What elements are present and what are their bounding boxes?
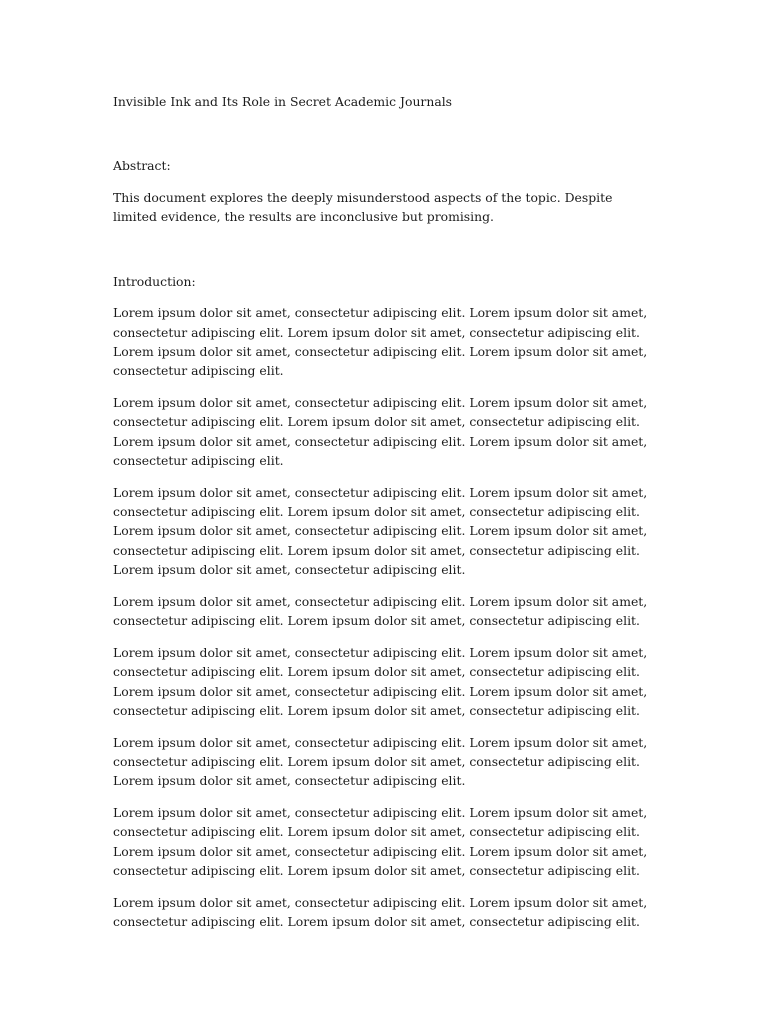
intro-paragraph: Lorem ipsum dolor sit amet, consectetur adipiscing elit. Lorem ipsum dolor sit amet, consectetur adipiscing elit. Lorem ipsum dolor sit amet, consectetur adipiscing elit. xyxy=(113,894,648,929)
intro-paragraph: Lorem ipsum dolor sit amet, consectetur adipiscing elit. Lorem ipsum dolor sit amet, consectetur adipiscing elit. Lorem ipsum dolor sit amet, consectetur adipiscing elit. xyxy=(113,593,648,629)
abstract-heading: Abstract: xyxy=(113,158,171,174)
document-title: Invisible Ink and Its Role in Secret Academic Journals xyxy=(113,94,453,109)
intro-paragraph: Lorem ipsum dolor sit amet, consectetur adipiscing elit. Lorem ipsum dolor sit amet, consectetur adipiscing elit. Lorem ipsum dolor sit amet, consectetur adipiscing elit. Lorem ipsum dolor sit amet, consectetur adipiscing elit. Lorem ipsum dolor sit amet, consectetur adipiscing elit. xyxy=(113,305,648,379)
introduction-heading: Introduction: xyxy=(113,273,196,289)
intro-paragraph: Lorem ipsum dolor sit amet, consectetur adipiscing elit. Lorem ipsum dolor sit amet, consectetur adipiscing elit. Lorem ipsum dolor sit amet, consectetur adipiscing elit. Lorem ipsum dolor sit amet, consectetur adipiscing elit. Lorem ipsum dolor sit amet, consectetur adipiscing elit. Lorem ipsum dolor sit amet, consectetur adipiscing elit. xyxy=(113,805,648,878)
intro-paragraph: Lorem ipsum dolor sit amet, consectetur adipiscing elit. Lorem ipsum dolor sit amet, consectetur adipiscing elit. Lorem ipsum dolor sit amet, consectetur adipiscing elit. Lorem ipsum dolor sit amet, consectetur adipiscing elit. xyxy=(113,734,648,789)
document-page xyxy=(113,92,653,931)
intro-paragraph: Lorem ipsum dolor sit amet, consectetur adipiscing elit. Lorem ipsum dolor sit amet, consectetur adipiscing elit. Lorem ipsum dolor sit amet, consectetur adipiscing elit. Lorem ipsum dolor sit amet, consectetur adipiscing elit. Lorem ipsum dolor sit amet, consectetur adipiscing elit. Lorem ipsum dolor sit amet, consectetur adipiscing elit. Lorem ipsum dolor sit amet, consectetur adipiscing elit. xyxy=(113,484,648,578)
intro-paragraph: Lorem ipsum dolor sit amet, consectetur adipiscing elit. Lorem ipsum dolor sit amet, consectetur adipiscing elit. Lorem ipsum dolor sit amet, consectetur adipiscing elit. Lorem ipsum dolor sit amet, consectetur adipiscing elit. Lorem ipsum dolor sit amet, consectetur adipiscing elit. Lorem ipsum dolor sit amet, consectetur adipiscing elit. xyxy=(113,644,648,718)
abstract-text: This document explores the deeply misunderstood aspects of the topic. Despite limited evidence, the results are inconclusive but promising. xyxy=(113,190,613,225)
intro-paragraph: Lorem ipsum dolor sit amet, consectetur adipiscing elit. Lorem ipsum dolor sit amet, consectetur adipiscing elit. Lorem ipsum dolor sit amet, consectetur adipiscing elit. Lorem ipsum dolor sit amet, consectetur adipiscing elit. Lorem ipsum dolor sit amet, consectetur adipiscing elit. xyxy=(113,395,648,469)
